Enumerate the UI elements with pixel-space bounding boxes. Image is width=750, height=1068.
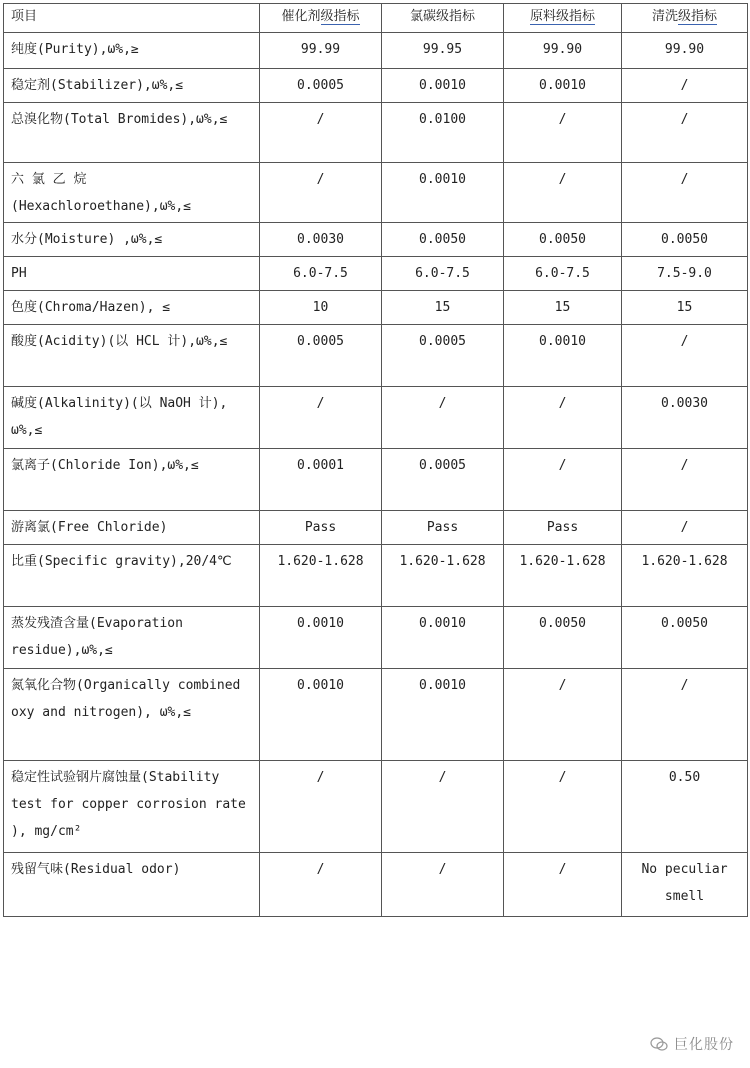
spec-table [3,3,748,917]
value-catalyst-grade: 0.0030 [260,223,382,257]
value-chlorocarbon-grade: 6.0-7.5 [382,257,504,291]
value-catalyst-grade: / [260,761,382,853]
header-row [4,4,748,33]
value-cleaning-grade: / [622,511,748,545]
value-chlorocarbon-grade: 99.95 [382,33,504,69]
value-chlorocarbon-grade: Pass [382,511,504,545]
table-row [4,387,748,449]
table-row [4,291,748,325]
value-raw-material-grade: 0.0010 [504,69,622,103]
value-chlorocarbon-grade: 0.0010 [382,69,504,103]
table-row [4,33,748,69]
value-chlorocarbon-grade: 0.0050 [382,223,504,257]
value-cleaning-grade: No peculiar smell [622,853,748,917]
value-catalyst-grade: 0.0001 [260,449,382,511]
row-label: PH [4,257,260,291]
value-raw-material-grade: / [504,163,622,223]
value-catalyst-grade: 99.99 [260,33,382,69]
value-raw-material-grade: / [504,449,622,511]
value-chlorocarbon-grade: 0.0005 [382,325,504,387]
header-cleaning-grade: 清洗级指标 [622,4,748,33]
value-catalyst-grade: / [260,853,382,917]
value-cleaning-grade: / [622,103,748,163]
value-chlorocarbon-grade: / [382,761,504,853]
table-row [4,545,748,607]
table-row [4,163,748,223]
value-raw-material-grade: / [504,761,622,853]
row-label: 稳定性试验钢片腐蚀量(Stability test for copper corrosion rate ), mg/cm² [4,761,260,853]
value-chlorocarbon-grade: / [382,853,504,917]
value-raw-material-grade: 0.0050 [504,223,622,257]
row-label: 氮氧化合物(Organically combined oxy and nitrogen), ω%,≤ [4,669,260,761]
row-label: 总溴化物(Total Bromides),ω%,≤ [4,103,260,163]
value-cleaning-grade: 99.90 [622,33,748,69]
value-cleaning-grade: 15 [622,291,748,325]
value-cleaning-grade: 1.620-1.628 [622,545,748,607]
value-raw-material-grade: / [504,669,622,761]
row-label: 六 氯 乙 烷 (Hexachloroethane),ω%,≤ [4,163,260,223]
value-cleaning-grade: / [622,325,748,387]
value-cleaning-grade: / [622,69,748,103]
value-raw-material-grade: 0.0010 [504,325,622,387]
value-cleaning-grade: / [622,669,748,761]
row-label: 残留气味(Residual odor) [4,853,260,917]
value-cleaning-grade: 7.5-9.0 [622,257,748,291]
table-row [4,853,748,917]
value-chlorocarbon-grade: 0.0100 [382,103,504,163]
value-catalyst-grade: / [260,163,382,223]
value-catalyst-grade: 10 [260,291,382,325]
value-raw-material-grade: 15 [504,291,622,325]
header-chlorocarbon-grade: 氯碳级指标 [382,4,504,33]
header-catalyst-grade: 催化剂级指标 [260,4,382,33]
table-row [4,325,748,387]
value-raw-material-grade: / [504,853,622,917]
header-raw-material-grade: 原料级指标 [504,4,622,33]
row-label: 蒸发残渣含量(Evaporation residue),ω%,≤ [4,607,260,669]
table-row [4,257,748,291]
value-chlorocarbon-grade: 0.0005 [382,449,504,511]
value-catalyst-grade: 0.0010 [260,607,382,669]
value-raw-material-grade: 1.620-1.628 [504,545,622,607]
value-raw-material-grade: 0.0050 [504,607,622,669]
value-raw-material-grade: / [504,103,622,163]
value-cleaning-grade: 0.50 [622,761,748,853]
value-chlorocarbon-grade: 0.0010 [382,607,504,669]
table-row [4,449,748,511]
value-chlorocarbon-grade: 1.620-1.628 [382,545,504,607]
value-chlorocarbon-grade: / [382,387,504,449]
value-catalyst-grade: / [260,103,382,163]
row-label: 氯离子(Chloride Ion),ω%,≤ [4,449,260,511]
row-label: 水分(Moisture) ,ω%,≤ [4,223,260,257]
table-row [4,223,748,257]
row-label: 碱度(Alkalinity)(以 NaOH 计), ω%,≤ [4,387,260,449]
wechat-icon [650,1037,668,1051]
value-catalyst-grade: Pass [260,511,382,545]
table-row [4,511,748,545]
value-cleaning-grade: 0.0050 [622,223,748,257]
watermark: 巨化股份 [650,1034,734,1054]
value-catalyst-grade: 0.0005 [260,325,382,387]
value-chlorocarbon-grade: 0.0010 [382,669,504,761]
row-label: 比重(Specific gravity),20/4℃ [4,545,260,607]
row-label: 纯度(Purity),ω%,≥ [4,33,260,69]
table-row [4,69,748,103]
value-raw-material-grade: 99.90 [504,33,622,69]
value-catalyst-grade: 1.620-1.628 [260,545,382,607]
header-item: 项目 [4,4,260,33]
value-catalyst-grade: 0.0005 [260,69,382,103]
table-row [4,761,748,853]
value-cleaning-grade: / [622,163,748,223]
value-cleaning-grade: 0.0050 [622,607,748,669]
value-raw-material-grade: / [504,387,622,449]
value-chlorocarbon-grade: 15 [382,291,504,325]
value-catalyst-grade: / [260,387,382,449]
row-label: 稳定剂(Stabilizer),ω%,≤ [4,69,260,103]
value-catalyst-grade: 0.0010 [260,669,382,761]
table-row [4,607,748,669]
value-raw-material-grade: 6.0-7.5 [504,257,622,291]
value-cleaning-grade: / [622,449,748,511]
value-raw-material-grade: Pass [504,511,622,545]
value-catalyst-grade: 6.0-7.5 [260,257,382,291]
value-chlorocarbon-grade: 0.0010 [382,163,504,223]
table-row [4,103,748,163]
row-label: 酸度(Acidity)(以 HCL 计),ω%,≤ [4,325,260,387]
row-label: 游离氯(Free Chloride) [4,511,260,545]
table-row [4,669,748,761]
value-cleaning-grade: 0.0030 [622,387,748,449]
row-label: 色度(Chroma/Hazen), ≤ [4,291,260,325]
